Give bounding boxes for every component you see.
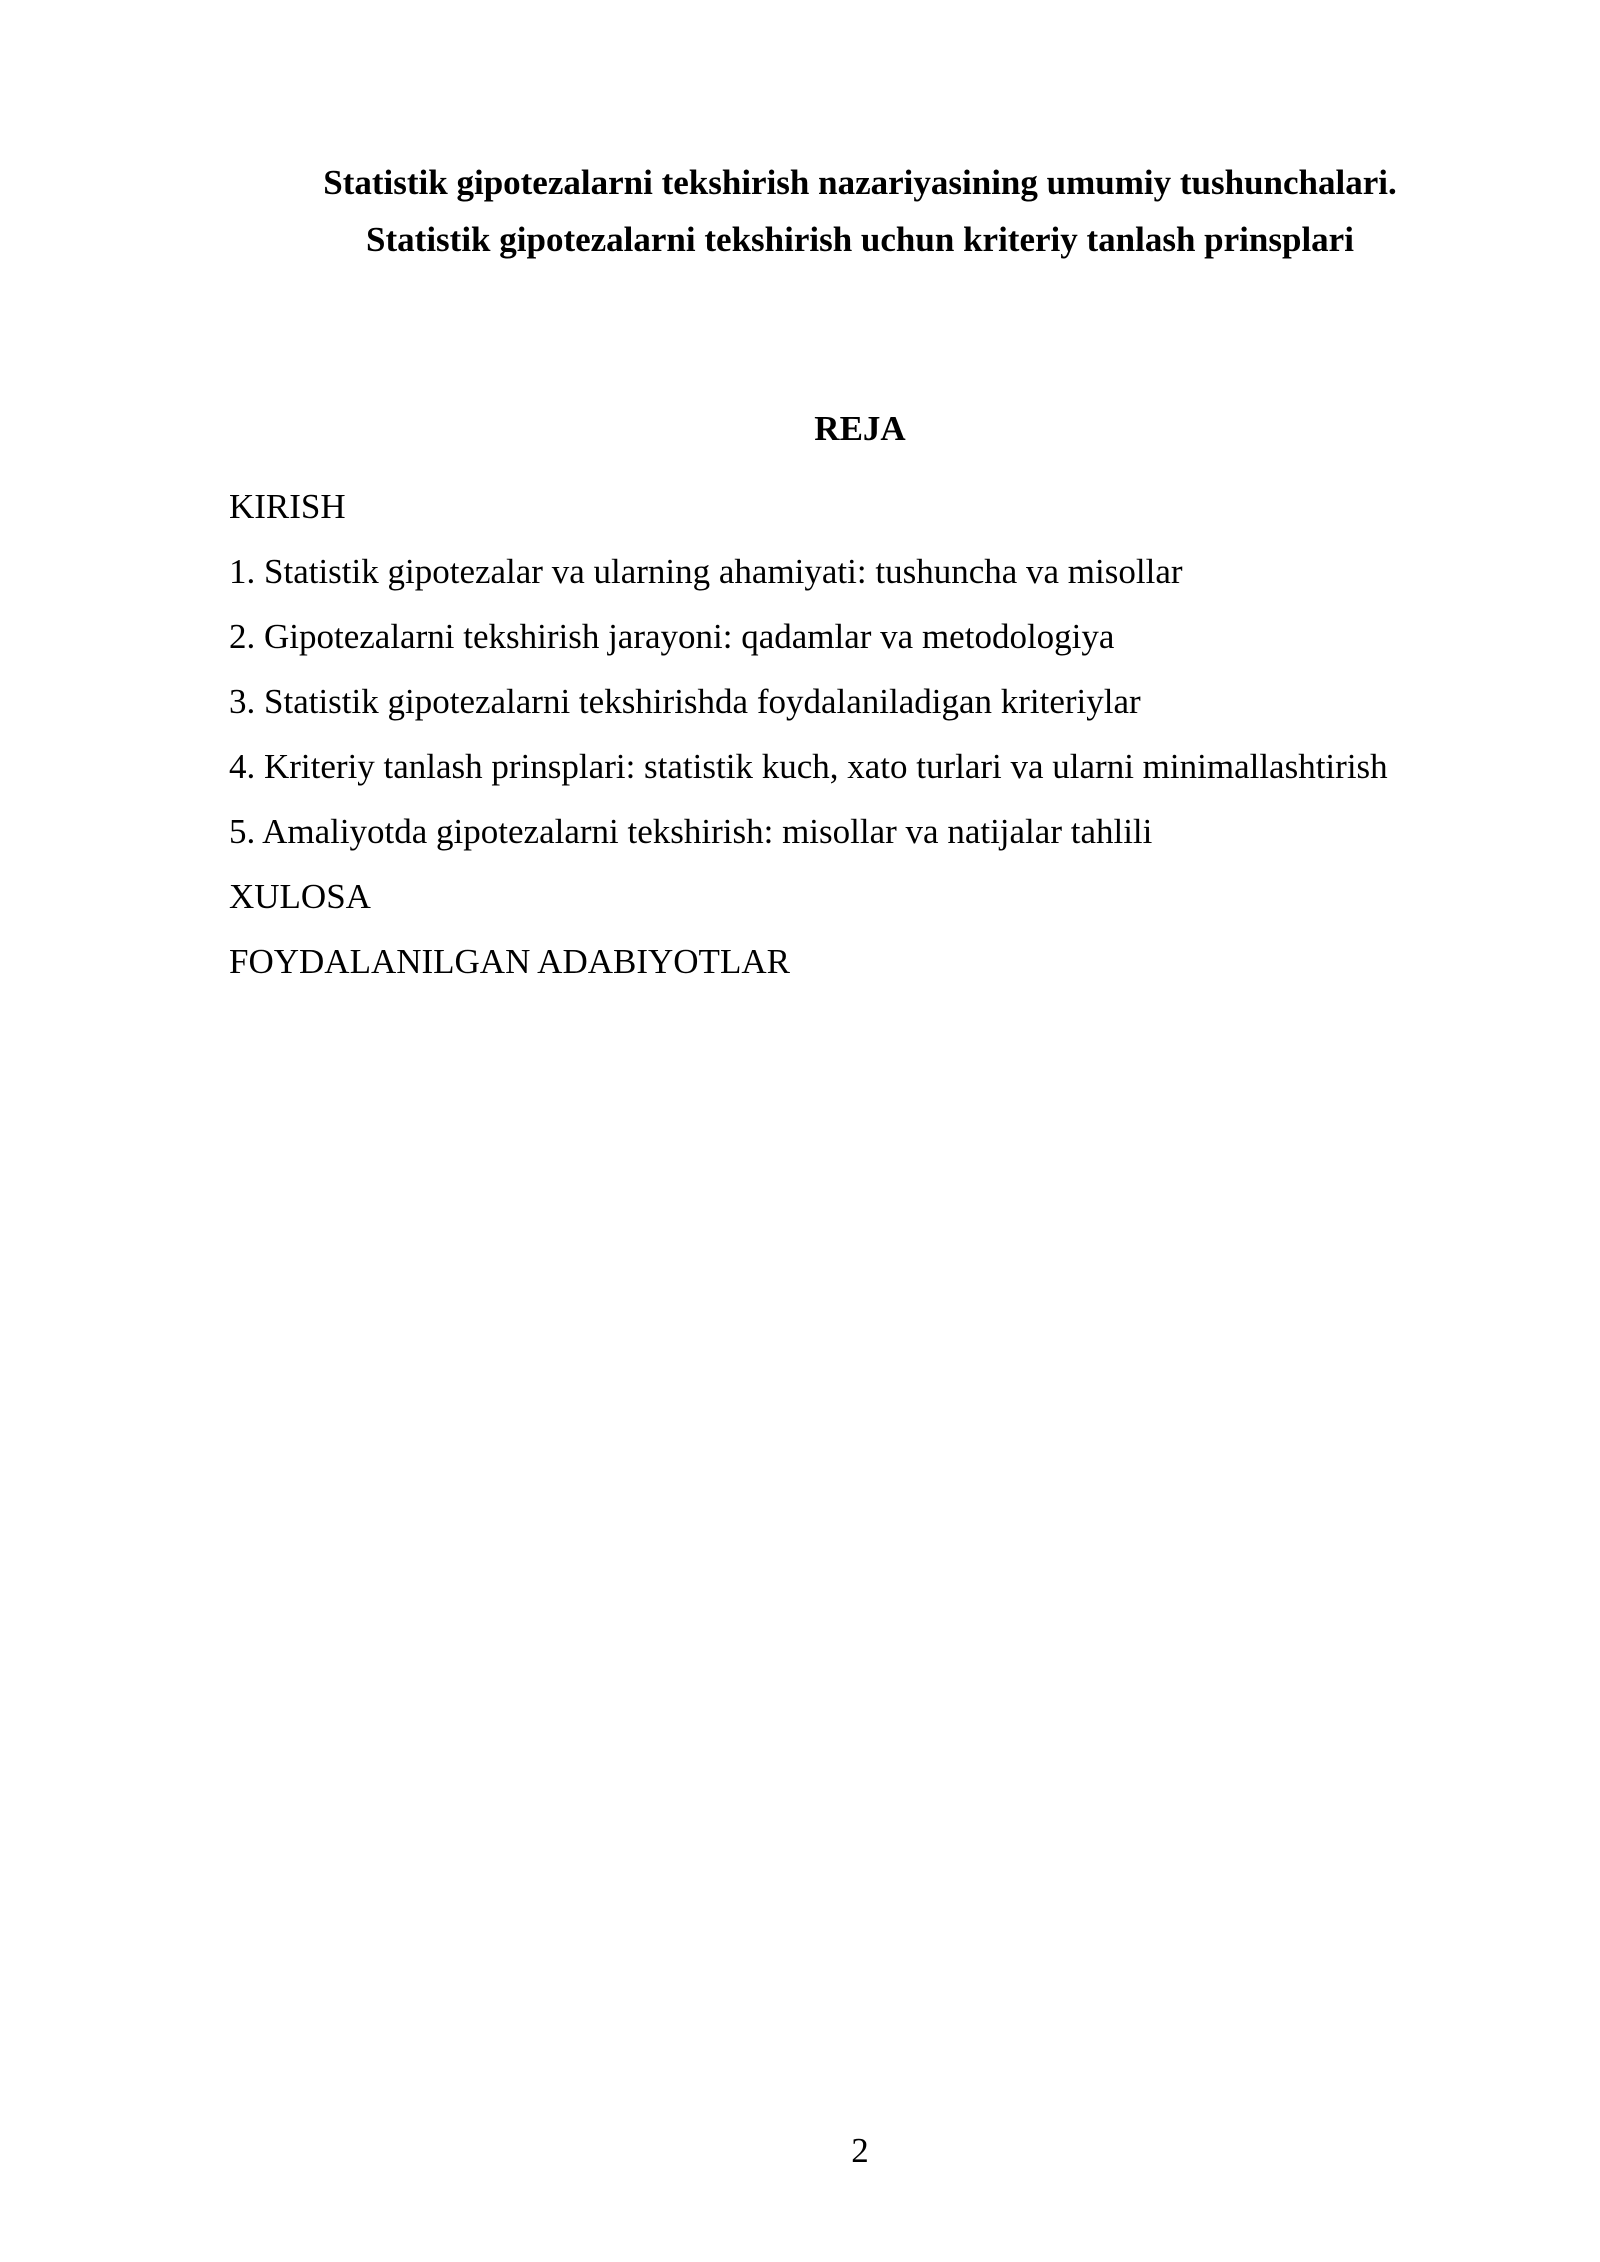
plan-item-references: FOYDALANILGAN ADABIYOTLAR xyxy=(229,942,790,981)
page-number: 2 xyxy=(851,2131,869,2170)
plan-heading: REJA xyxy=(814,409,906,448)
plan-item-introduction: KIRISH xyxy=(229,487,346,526)
plan-list xyxy=(229,474,1388,994)
plan-item-conclusion: XULOSA xyxy=(229,877,371,916)
document-title-line-1: Statistik gipotezalarni tekshirish nazariyasining umumiy tushunchalari. xyxy=(323,163,1397,202)
plan-item-3: 3. Statistik gipotezalarni tekshirishda foydalaniladigan kriteriylar xyxy=(229,682,1141,721)
plan-item-4: 4. Kriteriy tanlash prinsplari: statistik kuch, xato turlari va ularni minimallashtirish xyxy=(229,747,1388,786)
plan-item-2: 2. Gipotezalarni tekshirish jarayoni: qadamlar va metodologiya xyxy=(229,617,1115,656)
plan-item-5: 5. Amaliyotda gipotezalarni tekshirish: misollar va natijalar tahlili xyxy=(229,812,1153,851)
document-title-line-2: Statistik gipotezalarni tekshirish uchun kriteriy tanlash prinsplari xyxy=(366,220,1354,259)
plan-item-1: 1. Statistik gipotezalar va ularning ahamiyati: tushuncha va misollar xyxy=(229,552,1183,591)
